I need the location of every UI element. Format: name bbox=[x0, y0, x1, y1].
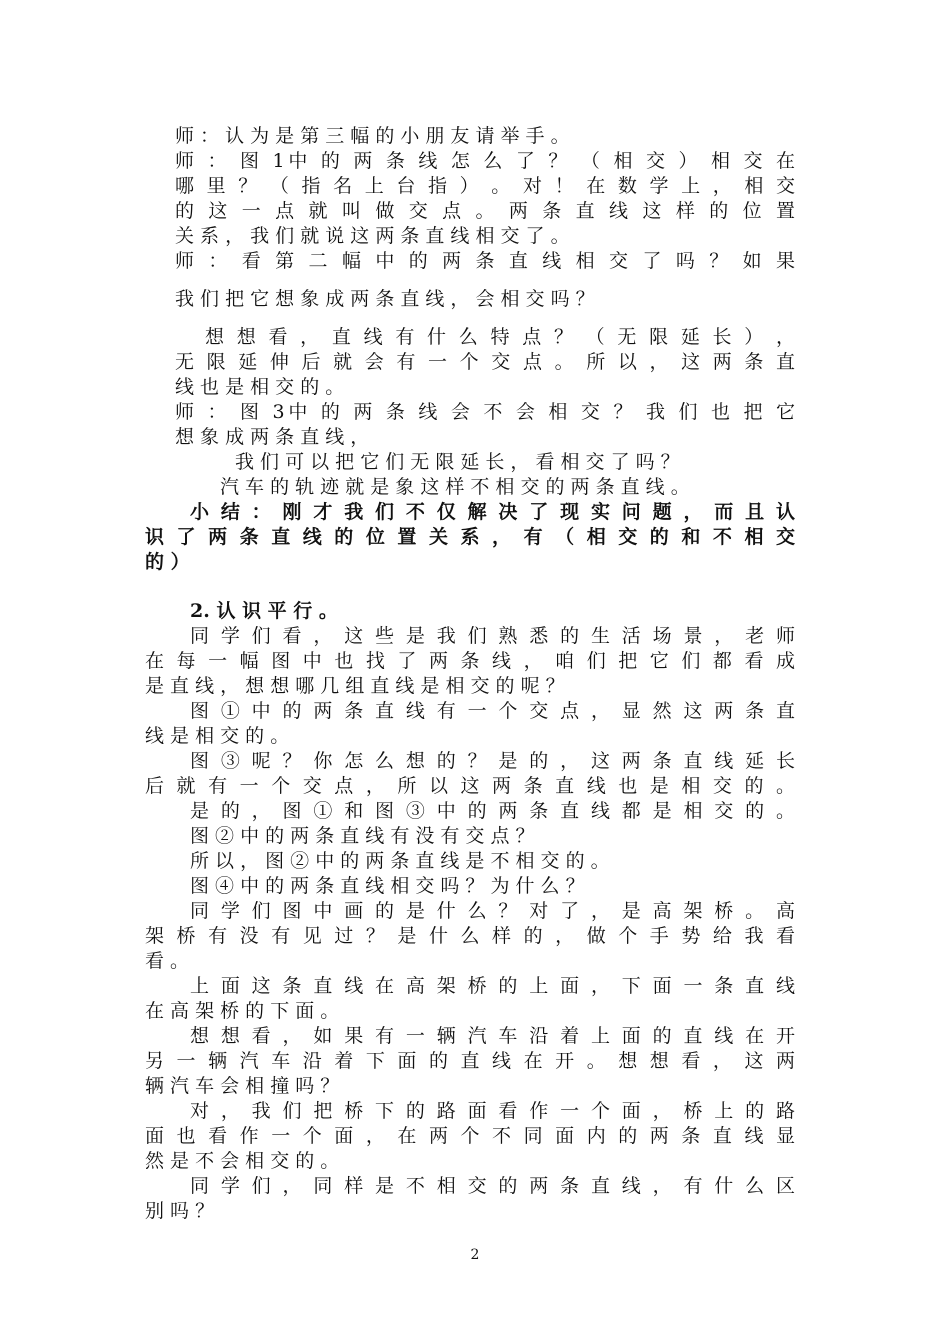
text-line: 同 学 们 图 中 画 的 是 什 么 ？ 对 了 ， 是 高 架 桥 。 高 bbox=[190, 900, 795, 922]
text-line: 识 了 两 条 直 线 的 位 置 关 系 ， 有 （ 相 交 的 和 不 相 交 bbox=[145, 526, 795, 548]
text-line: 图 ① 中 的 两 条 直 线 有 一 个 交 点 ， 显 然 这 两 条 直 bbox=[190, 700, 795, 722]
text-line: 对 ， 我 们 把 桥 下 的 路 面 看 作 一 个 面 ， 桥 上 的 路 bbox=[190, 1100, 795, 1122]
text-line: 汽 车 的 轨 迹 就 是 象 这 样 不 相 交 的 两 条 直 线 。 bbox=[220, 476, 690, 498]
text-line: 然 是 不 会 相 交 的 。 bbox=[145, 1150, 340, 1172]
text-line: 图 ④ 中 的 两 条 直 线 相 交 吗 ？ 为 什 么 ？ bbox=[190, 875, 585, 897]
text-line: 所 以 ， 图 ② 中 的 两 条 直 线 是 不 相 交 的 。 bbox=[190, 850, 610, 872]
text-line: 小 结 ： 刚 才 我 们 不 仅 解 决 了 现 实 问 题 ， 而 且 认 bbox=[190, 501, 795, 523]
text-line: 我 们 把 它 想 象 成 两 条 直 线 ， 会 相 交 吗 ？ bbox=[175, 288, 595, 310]
text-line: 我 们 可 以 把 它 们 无 限 延 长 ， 看 相 交 了 吗 ？ bbox=[235, 451, 680, 473]
text-line: 后 就 有 一 个 交 点 ， 所 以 这 两 条 直 线 也 是 相 交 的 。 bbox=[145, 775, 795, 797]
text-line: 图 ② 中 的 两 条 直 线 有 没 有 交 点 ？ bbox=[190, 825, 535, 847]
text-line: 师 ： 认 为 是 第 三 幅 的 小 朋 友 请 举 手 。 bbox=[175, 125, 570, 147]
page-number: 2 bbox=[470, 1247, 480, 1263]
text-line: 是 直 线 ， 想 想 哪 几 组 直 线 是 相 交 的 呢 ？ bbox=[145, 675, 565, 697]
text-line: 师 ： 图 3中 的 两 条 线 会 不 会 相 交 ？ 我 们 也 把 它 bbox=[175, 401, 795, 423]
text-line: 图 ③ 呢 ？ 你 怎 么 想 的 ？ 是 的 ， 这 两 条 直 线 延 长 bbox=[190, 750, 795, 772]
text-line: 关 系 ， 我 们 就 说 这 两 条 直 线 相 交 了 。 bbox=[175, 225, 570, 247]
text-line: 师 ： 图 1中 的 两 条 线 怎 么 了 ？ （ 相 交 ） 相 交 在 bbox=[175, 150, 795, 172]
text-line: 想 象 成 两 条 直 线 ， bbox=[175, 426, 370, 448]
text-line: 想 想 看 ， 如 果 有 一 辆 汽 车 沿 着 上 面 的 直 线 在 开 bbox=[190, 1025, 795, 1047]
text-line: 想 想 看 ， 直 线 有 什 么 特 点 ？ （ 无 限 延 长 ） ， bbox=[205, 326, 795, 348]
text-line: 线 是 相 交 的 。 bbox=[145, 725, 290, 747]
text-line: 看 。 bbox=[145, 950, 190, 972]
text-line: 的 这 一 点 就 叫 做 交 点 。 两 条 直 线 这 样 的 位 置 bbox=[175, 200, 795, 222]
text-line: 的 ） bbox=[145, 551, 190, 573]
text-line: 辆 汽 车 会 相 撞 吗 ？ bbox=[145, 1075, 340, 1097]
text-line: 2. 认 识 平 行 。 bbox=[190, 600, 338, 622]
text-line: 架 桥 有 没 有 见 过 ？ 是 什 么 样 的 ， 做 个 手 势 给 我 看 bbox=[145, 925, 795, 947]
text-line: 哪 里 ？ （ 指 名 上 台 指 ） 。 对 ！ 在 数 学 上 ， 相 交 bbox=[175, 175, 795, 197]
text-line: 在 高 架 桥 的 下 面 。 bbox=[145, 1000, 340, 1022]
text-line: 同 学 们 看 ， 这 些 是 我 们 熟 悉 的 生 活 场 景 ， 老 师 bbox=[190, 625, 795, 647]
text-line: 师 ： 看 第 二 幅 中 的 两 条 直 线 相 交 了 吗 ？ 如 果 bbox=[175, 250, 795, 272]
text-line: 上 面 这 条 直 线 在 高 架 桥 的 上 面 ， 下 面 一 条 直 线 bbox=[190, 975, 795, 997]
text-line: 面 也 看 作 一 个 面 ， 在 两 个 不 同 面 内 的 两 条 直 线 显 bbox=[145, 1125, 795, 1147]
text-line: 在 每 一 幅 图 中 也 找 了 两 条 线 ， 咱 们 把 它 们 都 看 成 bbox=[145, 650, 795, 672]
text-line: 是 的 ， 图 ① 和 图 ③ 中 的 两 条 直 线 都 是 相 交 的 。 bbox=[190, 800, 795, 822]
text-line: 线 也 是 相 交 的 。 bbox=[175, 376, 345, 398]
text-line: 同 学 们 ， 同 样 是 不 相 交 的 两 条 直 线 ， 有 什 么 区 bbox=[190, 1175, 795, 1197]
text-line: 另 一 辆 汽 车 沿 着 下 面 的 直 线 在 开 。 想 想 看 ， 这 两 bbox=[145, 1050, 795, 1072]
text-line: 别 吗 ？ bbox=[145, 1200, 215, 1222]
text-line: 无 限 延 伸 后 就 会 有 一 个 交 点 。 所 以 ， 这 两 条 直 bbox=[175, 351, 795, 373]
